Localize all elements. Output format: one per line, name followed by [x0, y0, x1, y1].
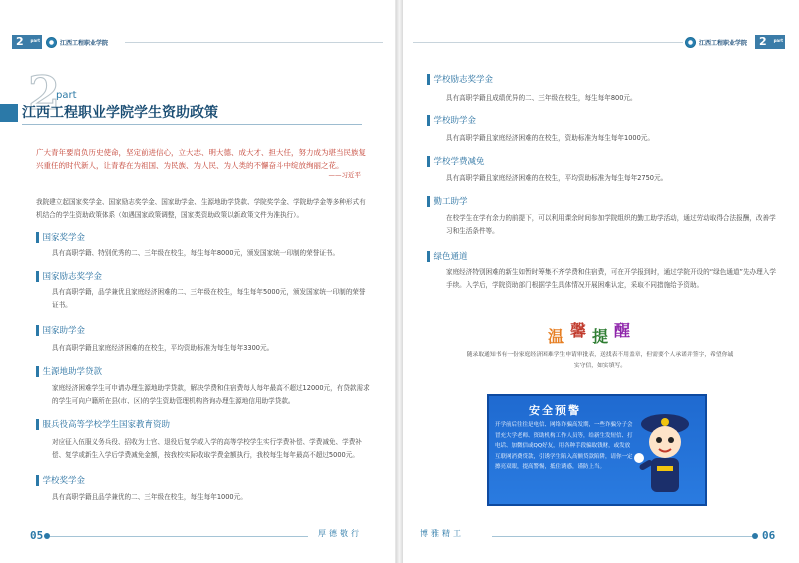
header-part-badge: 2 part: [755, 35, 785, 49]
warm-reminder-title: 温 馨 提 醒: [548, 321, 631, 346]
warning-title: 安全预警: [529, 404, 581, 417]
right-header: [685, 34, 785, 50]
book-spine: [396, 0, 403, 563]
header-divider: [413, 42, 683, 43]
school-logo: [685, 37, 747, 48]
section-text: 具有高职学籍且品学兼优的二、三年级在校生，每生每年1000元。: [52, 493, 247, 501]
school-name: 江西工程职业学院: [699, 39, 748, 47]
section-text: 具有高职学籍且成绩优异的二、三年级在校生，每生每年800元。: [446, 94, 637, 102]
section-text: 具有高职学籍，品学兼优且家庭经济困难的二、三年级在校生，每生每年5000元，颁发国家统一印制的荣誉证书。: [52, 288, 366, 309]
header-divider: [125, 42, 383, 43]
safety-warning-box: [487, 394, 707, 506]
quote-text: 广大青年要肩负历史使命，坚定前进信心，立大志、明大德、成大才、担大任，努力成为堪当民族复兴重任的时代新人，让青春在为祖国、为民族、为人民、为人类的不懈奋斗中绽放绚丽之花。: [36, 148, 366, 170]
section-heading: 服兵役高等学校学生国家教育资助: [36, 418, 170, 430]
section-text: 具有高职学籍且家庭经济困难的在校生，平均资助标准为每生每年2750元。: [446, 174, 668, 182]
section-heading: 国家助学金: [36, 324, 85, 336]
header-part-badge: 2 part: [12, 35, 42, 49]
section-heading: 勤工助学: [427, 195, 468, 207]
school-emblem-icon: [685, 37, 696, 48]
section-text: 在校学生在学有余力的前提下，可以利用课余时间参加学院组织的勤工助学活动，通过劳动取得合法报酬，改善学习和生活条件等。: [446, 214, 776, 235]
school-logo: [46, 37, 108, 48]
section-text: 对应征入伍服义务兵役、招收为士官、退役后复学或入学的高等学校学生实行学费补偿、学费减免、学费补偿、复学或新生入学后学费减免金额，按我校实际收取学费金额执行，我校每生每年最高不超过5000元。: [52, 438, 362, 459]
police-officer-icon: [631, 402, 701, 502]
intro-paragraph: 我院建立起国家奖学金、国家励志奖学金、国家助学金、生源地助学贷款、学院奖学金、学院助学金等多种形式有机结合的学生资助政策体系（如遇国家政策调整，国家类资助政策以新政策文件为准执行）。: [36, 198, 366, 219]
section-text: 具有高职学籍且家庭经济困难的在校生，资助标准为每生每年1000元。: [446, 134, 654, 142]
section-heading: 学校励志奖学金: [427, 73, 493, 85]
section-heading: 学校学费减免: [427, 155, 485, 167]
section-heading: 生源地助学贷款: [36, 365, 102, 377]
school-name: 江西工程职业学院: [60, 39, 109, 47]
page-title: 江西工程职业学院学生资助政策: [22, 105, 218, 121]
section-text: 家庭经济特别困难的新生如暂时筹集不齐学费和住宿费，可在开学报到时，通过学院开设的“绿色通道”先办理入学手续。入学后，学院资助部门根据学生具体情况开展困难认定，采取不同措施给予资助。: [446, 268, 776, 289]
page-number-right: 06: [762, 529, 776, 542]
title-accent-bar: [0, 104, 18, 122]
section-heading: 绿色通道: [427, 250, 468, 262]
footer-line: [50, 536, 308, 537]
section-heading: 学校奖学金: [36, 474, 85, 486]
school-emblem-icon: [46, 37, 57, 48]
section-heading: 国家奖学金: [36, 231, 85, 243]
footer-motto-left: 厚德敬行: [318, 529, 362, 538]
left-page: [0, 0, 396, 563]
section-heading: 国家励志奖学金: [36, 270, 102, 282]
big-part-number: 2: [28, 66, 61, 120]
page-number-left: 05: [30, 529, 44, 542]
footer-line: [492, 536, 752, 537]
quote-source: ——习近平: [328, 171, 361, 179]
title-underline: [22, 124, 362, 125]
footer-motto-right: 博雅精工: [420, 529, 464, 538]
left-header: [12, 34, 108, 50]
footer-dot: [752, 533, 758, 539]
section-text: 具有高职学籍且家庭经济困难的在校生，平均资助标准为每生每年3300元。: [52, 344, 274, 352]
section-text: 具有高职学籍、特别优秀的二、三年级在校生，每生每年8000元，颁发国家统一印制的荣誉证书。: [52, 249, 340, 257]
part-label: part: [56, 90, 77, 101]
warning-text: 开学前后往往是电信、网络诈骗高发期，一些诈骗分子会冒充大学老师、资助机构工作人员等，给新生发短信、打电话、加微信或QQ好友，用各种手段骗取钱财，或发放互联网消费贷款，引诱学生陷入高额贷款陷阱，请你一定擦亮双眼，提高警惕，抵住诱惑，谨防上当。: [495, 422, 633, 470]
section-text: 家庭经济困难学生可申请办理生源地助学贷款，解决学费和住宿费每人每年最高不超过12000元，有贷款需求的学生可向户籍所在县(市、区)的学生资助管理机构咨询办理生源地信用助学贷款。: [52, 384, 370, 405]
section-heading: 学校助学金: [427, 114, 476, 126]
reminder-notice: 随录取通知书有一份家庭经济困难学生申请审批表，送找表不用盖章，但需要个人承诺并签字，希望你诚实守信，如实填写。: [466, 352, 734, 369]
